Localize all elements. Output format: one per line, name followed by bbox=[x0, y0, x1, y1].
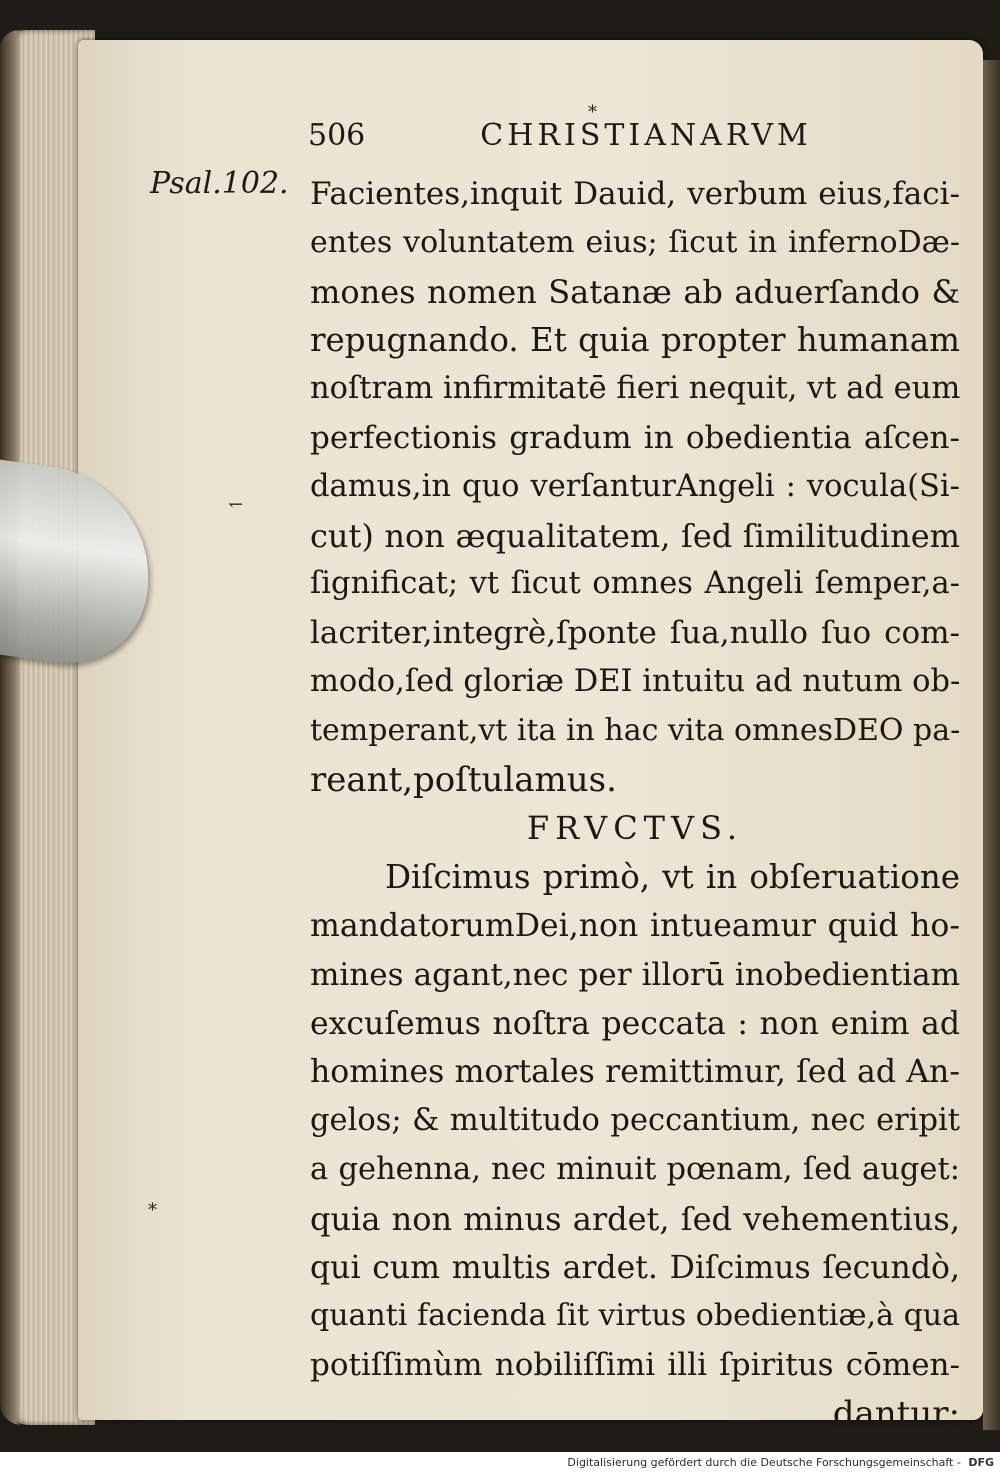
catchword: dantur; bbox=[832, 1393, 960, 1434]
text-line: potiſſimùm nobiliſſimi illi ſpiritus cōmen- bbox=[310, 1347, 960, 1384]
text-line: mones nomen Satanæ ab aduerſando & bbox=[310, 272, 960, 311]
running-title: CHRISTIANARVM bbox=[480, 118, 812, 153]
margin-mark: ↽ bbox=[228, 494, 244, 515]
digitization-footer bbox=[0, 1452, 1000, 1474]
section-heading: FRVCTVS. bbox=[526, 809, 744, 848]
text-line: reant,poſtulamus. bbox=[310, 759, 617, 800]
page-number: 506 bbox=[308, 118, 366, 153]
text-line: qui cum multis ardet. Diſcimus ſecundò, bbox=[310, 1249, 960, 1286]
text-line: mines agant,nec per illorū inobedientiam bbox=[310, 956, 960, 993]
margin-ornament: ⁎ bbox=[148, 1194, 157, 1215]
facing-page-edge bbox=[983, 60, 1000, 1430]
text-line: Facientes,inquit Dauid, verbum eius,faci- bbox=[310, 176, 960, 212]
text-line: quia non minus ardet, ſed vehementius, bbox=[310, 1199, 960, 1238]
text-line: repugnando. Et quia propter humanam bbox=[310, 321, 960, 360]
dfg-logo: DFG bbox=[968, 1456, 994, 1469]
top-ornament: ⁎ bbox=[588, 96, 597, 117]
text-line: modo,ſed gloriæ DEI intuitu ad nutum ob- bbox=[310, 663, 961, 699]
text-line: Diſcimus primò, vt in obſeruatione bbox=[385, 858, 960, 897]
text-line: ſignificat; vt ſicut omnes Angeli ſemper,a- bbox=[310, 566, 960, 602]
text-line: a gehenna, nec minuit pœnam, ſed auget: bbox=[310, 1151, 960, 1187]
text-line: noſtram infirmitatē fieri nequit, vt ad eum bbox=[310, 371, 961, 407]
text-line: lacriter,integrè,ſponte ſua,nullo ſuo com- bbox=[310, 615, 960, 652]
text-line: excuſemus noſtra peccata : non enim ad bbox=[310, 1005, 960, 1042]
text-line: cut) non æqualitatem, ſed ſimilitudinem bbox=[310, 516, 960, 555]
text-line: temperant,vt ita in hac vita omnesDEO pa- bbox=[310, 712, 961, 748]
page-header bbox=[308, 118, 858, 153]
text-line: perfectionis gradum in obedientia aſcen- bbox=[310, 419, 960, 456]
text-line: entes voluntatem eius; ſicut in infernoDæ- bbox=[310, 224, 960, 260]
text-line: damus,in quo verſanturAngeli : vocula(Si- bbox=[310, 468, 960, 504]
text-line: mandatorumDei,non intueamur quid ho- bbox=[310, 907, 960, 944]
text-line: gelos; & multitudo peccantium, nec eripit bbox=[310, 1103, 960, 1139]
marginal-note: Psal.102. bbox=[150, 166, 289, 201]
footer-credit: Digitalisierung gefördert durch die Deutsche Forschungsgemeinschaft - bbox=[567, 1456, 961, 1469]
text-line: quanti facienda ſit virtus obedientiæ,à qua bbox=[310, 1298, 960, 1334]
body-text bbox=[310, 170, 960, 1439]
text-line: homines mortales remittimur, ſed ad An- bbox=[310, 1054, 960, 1091]
